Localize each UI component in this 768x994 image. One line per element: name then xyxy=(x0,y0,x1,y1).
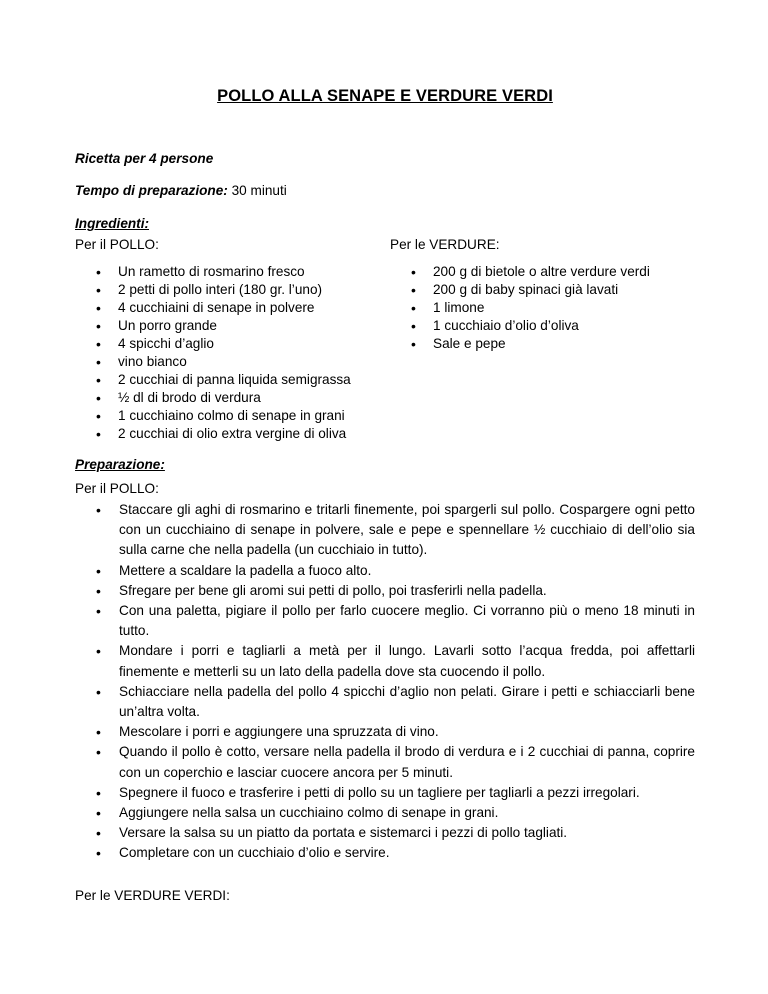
list-item: • 2 cucchiai di olio extra vergine di oliva xyxy=(75,425,351,443)
preparation-verdure-heading: Per le VERDURE VERDI: xyxy=(75,888,230,903)
list-item: • Mescolare i porri e aggiungere una spruzzata di vino. xyxy=(75,722,695,742)
preparation-pollo-heading: Per il POLLO: xyxy=(75,481,159,496)
list-item: • 4 cucchiaini di senape in polvere xyxy=(75,299,351,317)
list-item: • 1 cucchiaino colmo di senape in grani xyxy=(75,407,351,425)
list-item: • Spegnere il fuoco e trasferire i petti di pollo su un tagliere per tagliarli a pezzi irregolari. xyxy=(75,783,695,803)
list-item: • Mondare i porri e tagliarli a metà per il lungo. Lavarli sotto l’acqua fredda, poi affettarli finemente e metterli su un lato della padella dove sta cuocendo il pollo. xyxy=(75,641,695,681)
list-item: • 1 cucchiaio d’olio d’oliva xyxy=(390,317,650,335)
prep-time xyxy=(75,183,287,198)
list-item: • Mettere a scaldare la padella a fuoco alto. xyxy=(75,561,695,581)
list-item: • 200 g di baby spinaci già lavati xyxy=(390,281,650,299)
recipe-title: POLLO ALLA SENAPE E VERDURE VERDI xyxy=(217,87,553,105)
list-item: • Completare con un cucchiaio d’olio e servire. xyxy=(75,843,695,863)
list-item: • Sale e pepe xyxy=(390,335,650,353)
list-item: • 2 petti di pollo interi (180 gr. l’uno) xyxy=(75,281,351,299)
list-item: • Staccare gli aghi di rosmarino e tritarli finemente, poi spargerli sul pollo. Cospargere ogni petto con un cucchiaino di senape in polvere, sale e pepe e spennellare ½ cucchiaio di dell’olio sia sulla carne che nella padella (un cucchiaio in tutto). xyxy=(75,500,695,561)
ingredients-heading: Ingredienti: xyxy=(75,216,150,231)
list-item: • Un rametto di rosmarino fresco xyxy=(75,263,351,281)
list-item: • Un porro grande xyxy=(75,317,351,335)
list-item: • 2 cucchiai di panna liquida semigrassa xyxy=(75,371,351,389)
list-item: • vino bianco xyxy=(75,353,351,371)
list-item: • 4 spicchi d’aglio xyxy=(75,335,351,353)
prep-time-label: Tempo di preparazione: xyxy=(75,183,228,198)
servings-text: Ricetta per 4 persone xyxy=(75,151,214,166)
list-item: • ½ dl di brodo di verdura xyxy=(75,389,351,407)
prep-time-value: 30 minuti xyxy=(227,183,287,198)
preparation-heading: Preparazione: xyxy=(75,457,165,472)
list-item: • Quando il pollo è cotto, versare nella padella il brodo di verdura e i 2 cucchiai di panna, coprire con un coperchio e lasciar cuocere ancora per 5 minuti. xyxy=(75,742,695,782)
list-item: • Aggiungere nella salsa un cucchiaino colmo di senape in grani. xyxy=(75,803,695,823)
list-item: • Con una paletta, pigiare il pollo per farlo cuocere meglio. Ci vorranno più o meno 18 minuti in tutto. xyxy=(75,601,695,641)
list-item: • Sfregare per bene gli aromi sui petti di pollo, poi trasferirli nella padella. xyxy=(75,581,695,601)
list-item: • Versare la salsa su un piatto da portata e sistemarci i pezzi di pollo tagliati. xyxy=(75,823,695,843)
pollo-ingredients-heading: Per il POLLO: xyxy=(75,237,159,252)
list-item: • 1 limone xyxy=(390,299,650,317)
preparation-steps-list xyxy=(75,500,695,864)
list-item: • 200 g di bietole o altre verdure verdi xyxy=(390,263,650,281)
list-item: • Schiacciare nella padella del pollo 4 spicchi d’aglio non pelati. Girare i petti e schiacciarli bene un’altra volta. xyxy=(75,682,695,722)
pollo-ingredients-list xyxy=(75,263,351,443)
verdure-ingredients-heading: Per le VERDURE: xyxy=(390,237,500,252)
verdure-ingredients-list xyxy=(390,263,650,353)
